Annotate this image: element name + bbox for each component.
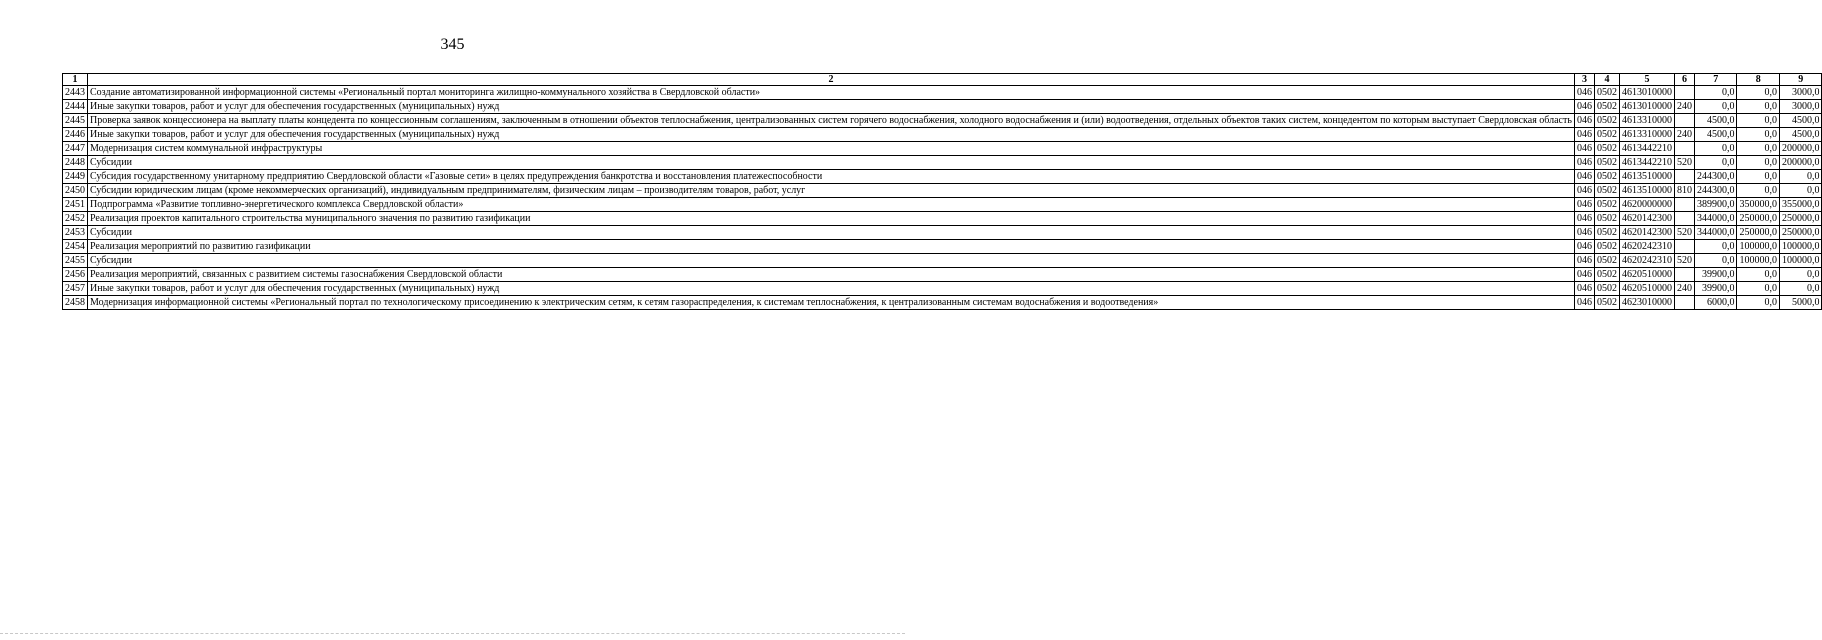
- item-name: Субсидия государственному унитарному предприятию Свердловской области «Газовые сети» в целях предупреждения банкротства и восстановления платежеспособности: [88, 170, 1575, 184]
- section-code: 0502: [1594, 156, 1619, 170]
- item-name: Реализация проектов капитального строительства муниципального значения по развитию газификации: [88, 212, 1575, 226]
- section-code: 0502: [1594, 142, 1619, 156]
- expense-type-code: 520: [1674, 254, 1694, 268]
- target-article-code: 4613310000: [1619, 114, 1674, 128]
- table-body: [63, 86, 1822, 310]
- table-row: [63, 170, 1822, 184]
- section-code: 0502: [1594, 240, 1619, 254]
- amount-year-3: 200000,0: [1779, 156, 1822, 170]
- item-name: Модернизация информационной системы «Региональный портал по технологическому присоединению к электрическим сетям, к сетям газораспределения, к системам теплоснабжения, к централизованным системам водоснабжения и водоотведения»: [88, 296, 1575, 310]
- admin-code: 046: [1574, 86, 1594, 100]
- amount-year-2: 0,0: [1737, 114, 1780, 128]
- amount-year-1: 4500,0: [1694, 114, 1737, 128]
- target-article-code: 4613442210: [1619, 156, 1674, 170]
- expense-type-code: 810: [1674, 184, 1694, 198]
- target-article-code: 4613010000: [1619, 86, 1674, 100]
- amount-year-1: 389900,0: [1694, 198, 1737, 212]
- budget-table: [62, 73, 1822, 310]
- scan-edge-line: [0, 633, 905, 634]
- amount-year-3: 250000,0: [1779, 212, 1822, 226]
- item-name: Проверка заявок концессионера на выплату платы концедента по концессионным соглашениям, заключенным в отношении объектов теплоснабжения, централизованных систем горячего водоснабжения, холодного водоснабжения и (или) водоотведения, отдельных объектов таких систем, концедентом по которым выступает Свердловская область: [88, 114, 1575, 128]
- admin-code: 046: [1574, 114, 1594, 128]
- item-name: Подпрограмма «Развитие топливно-энергетического комплекса Свердловской области»: [88, 198, 1575, 212]
- section-code: 0502: [1594, 170, 1619, 184]
- expense-type-code: 240: [1674, 282, 1694, 296]
- expense-type-code: 240: [1674, 128, 1694, 142]
- amount-year-3: 100000,0: [1779, 240, 1822, 254]
- amount-year-1: 6000,0: [1694, 296, 1737, 310]
- amount-year-1: 0,0: [1694, 156, 1737, 170]
- item-name: Реализация мероприятий, связанных с развитием системы газоснабжения Свердловской области: [88, 268, 1575, 282]
- admin-code: 046: [1574, 296, 1594, 310]
- column-header: 4: [1594, 74, 1619, 86]
- amount-year-2: 0,0: [1737, 282, 1780, 296]
- item-name: Иные закупки товаров, работ и услуг для обеспечения государственных (муниципальных) нужд: [88, 100, 1575, 114]
- expense-type-code: [1674, 170, 1694, 184]
- expense-type-code: 520: [1674, 226, 1694, 240]
- row-number: 2458: [63, 296, 88, 310]
- item-name: Создание автоматизированной информационной системы «Региональный портал мониторинга жилищно-коммунального хозяйства в Свердловской области»: [88, 86, 1575, 100]
- section-code: 0502: [1594, 282, 1619, 296]
- target-article-code: 4623010000: [1619, 296, 1674, 310]
- expense-type-code: 240: [1674, 100, 1694, 114]
- section-code: 0502: [1594, 268, 1619, 282]
- row-number: 2443: [63, 86, 88, 100]
- amount-year-1: 244300,0: [1694, 170, 1737, 184]
- expense-type-code: 520: [1674, 156, 1694, 170]
- amount-year-3: 0,0: [1779, 184, 1822, 198]
- amount-year-1: 39900,0: [1694, 282, 1737, 296]
- table-row: [63, 296, 1822, 310]
- amount-year-2: 0,0: [1737, 128, 1780, 142]
- section-code: 0502: [1594, 184, 1619, 198]
- amount-year-3: 0,0: [1779, 268, 1822, 282]
- amount-year-1: 0,0: [1694, 86, 1737, 100]
- column-header: 2: [88, 74, 1575, 86]
- table-row: [63, 282, 1822, 296]
- column-header: 8: [1737, 74, 1780, 86]
- amount-year-3: 200000,0: [1779, 142, 1822, 156]
- target-article-code: 4620242310: [1619, 254, 1674, 268]
- admin-code: 046: [1574, 198, 1594, 212]
- expense-type-code: [1674, 198, 1694, 212]
- table-header-row: [63, 74, 1822, 86]
- item-name: Реализация мероприятий по развитию газификации: [88, 240, 1575, 254]
- section-code: 0502: [1594, 114, 1619, 128]
- admin-code: 046: [1574, 282, 1594, 296]
- column-header: 6: [1674, 74, 1694, 86]
- row-number: 2451: [63, 198, 88, 212]
- table-row: [63, 198, 1822, 212]
- amount-year-1: 0,0: [1694, 100, 1737, 114]
- amount-year-1: 244300,0: [1694, 184, 1737, 198]
- column-header: 3: [1574, 74, 1594, 86]
- item-name: Модернизация систем коммунальной инфраструктуры: [88, 142, 1575, 156]
- admin-code: 046: [1574, 184, 1594, 198]
- amount-year-1: 0,0: [1694, 240, 1737, 254]
- amount-year-3: 355000,0: [1779, 198, 1822, 212]
- row-number: 2456: [63, 268, 88, 282]
- row-number: 2449: [63, 170, 88, 184]
- section-code: 0502: [1594, 100, 1619, 114]
- item-name: Иные закупки товаров, работ и услуг для обеспечения государственных (муниципальных) нужд: [88, 282, 1575, 296]
- page-number: 345: [440, 36, 465, 53]
- section-code: 0502: [1594, 254, 1619, 268]
- column-header: 9: [1779, 74, 1822, 86]
- admin-code: 046: [1574, 226, 1594, 240]
- row-number: 2445: [63, 114, 88, 128]
- row-number: 2446: [63, 128, 88, 142]
- amount-year-2: 0,0: [1737, 184, 1780, 198]
- column-header: 7: [1694, 74, 1737, 86]
- row-number: 2457: [63, 282, 88, 296]
- amount-year-2: 250000,0: [1737, 212, 1780, 226]
- item-name: Субсидии юридическим лицам (кроме некоммерческих организаций), индивидуальным предпринимателям, физическим лицам – производителям товаров, работ, услуг: [88, 184, 1575, 198]
- table-row: [63, 184, 1822, 198]
- admin-code: 046: [1574, 128, 1594, 142]
- target-article-code: 4613510000: [1619, 170, 1674, 184]
- table-row: [63, 86, 1822, 100]
- amount-year-3: 4500,0: [1779, 114, 1822, 128]
- section-code: 0502: [1594, 212, 1619, 226]
- admin-code: 046: [1574, 100, 1594, 114]
- admin-code: 046: [1574, 240, 1594, 254]
- column-header: 5: [1619, 74, 1674, 86]
- target-article-code: 4620510000: [1619, 268, 1674, 282]
- row-number: 2455: [63, 254, 88, 268]
- target-article-code: 4620142300: [1619, 212, 1674, 226]
- target-article-code: 4620242310: [1619, 240, 1674, 254]
- item-name: Субсидии: [88, 156, 1575, 170]
- amount-year-2: 0,0: [1737, 142, 1780, 156]
- table-row: [63, 114, 1822, 128]
- section-code: 0502: [1594, 128, 1619, 142]
- amount-year-2: 0,0: [1737, 170, 1780, 184]
- expense-type-code: [1674, 114, 1694, 128]
- amount-year-1: 344000,0: [1694, 212, 1737, 226]
- amount-year-1: 344000,0: [1694, 226, 1737, 240]
- expense-type-code: [1674, 268, 1694, 282]
- expense-type-code: [1674, 296, 1694, 310]
- amount-year-1: 0,0: [1694, 142, 1737, 156]
- expense-type-code: [1674, 86, 1694, 100]
- amount-year-2: 0,0: [1737, 86, 1780, 100]
- target-article-code: 4613010000: [1619, 100, 1674, 114]
- amount-year-3: 3000,0: [1779, 100, 1822, 114]
- item-name: Иные закупки товаров, работ и услуг для обеспечения государственных (муниципальных) нужд: [88, 128, 1575, 142]
- section-code: 0502: [1594, 226, 1619, 240]
- column-header: 1: [63, 74, 88, 86]
- table-row: [63, 240, 1822, 254]
- table-row: [63, 156, 1822, 170]
- amount-year-2: 0,0: [1737, 156, 1780, 170]
- amount-year-2: 350000,0: [1737, 198, 1780, 212]
- amount-year-1: 0,0: [1694, 254, 1737, 268]
- table-row: [63, 254, 1822, 268]
- section-code: 0502: [1594, 86, 1619, 100]
- section-code: 0502: [1594, 296, 1619, 310]
- admin-code: 046: [1574, 170, 1594, 184]
- admin-code: 046: [1574, 212, 1594, 226]
- table-row: [63, 212, 1822, 226]
- amount-year-3: 4500,0: [1779, 128, 1822, 142]
- amount-year-3: 3000,0: [1779, 86, 1822, 100]
- expense-type-code: [1674, 212, 1694, 226]
- admin-code: 046: [1574, 142, 1594, 156]
- item-name: Субсидии: [88, 226, 1575, 240]
- amount-year-2: 0,0: [1737, 268, 1780, 282]
- admin-code: 046: [1574, 254, 1594, 268]
- row-number: 2452: [63, 212, 88, 226]
- table-row: [63, 100, 1822, 114]
- table-row: [63, 142, 1822, 156]
- target-article-code: 4613510000: [1619, 184, 1674, 198]
- admin-code: 046: [1574, 268, 1594, 282]
- row-number: 2450: [63, 184, 88, 198]
- row-number: 2454: [63, 240, 88, 254]
- row-number: 2444: [63, 100, 88, 114]
- amount-year-2: 250000,0: [1737, 226, 1780, 240]
- target-article-code: 4620000000: [1619, 198, 1674, 212]
- target-article-code: 4620510000: [1619, 282, 1674, 296]
- admin-code: 046: [1574, 156, 1594, 170]
- section-code: 0502: [1594, 198, 1619, 212]
- amount-year-1: 4500,0: [1694, 128, 1737, 142]
- amount-year-3: 5000,0: [1779, 296, 1822, 310]
- row-number: 2448: [63, 156, 88, 170]
- amount-year-2: 0,0: [1737, 100, 1780, 114]
- amount-year-2: 100000,0: [1737, 254, 1780, 268]
- table-row: [63, 226, 1822, 240]
- amount-year-1: 39900,0: [1694, 268, 1737, 282]
- target-article-code: 4613442210: [1619, 142, 1674, 156]
- expense-type-code: [1674, 142, 1694, 156]
- row-number: 2447: [63, 142, 88, 156]
- table-row: [63, 268, 1822, 282]
- target-article-code: 4620142300: [1619, 226, 1674, 240]
- amount-year-2: 0,0: [1737, 296, 1780, 310]
- row-number: 2453: [63, 226, 88, 240]
- amount-year-3: 0,0: [1779, 170, 1822, 184]
- amount-year-3: 0,0: [1779, 282, 1822, 296]
- amount-year-3: 250000,0: [1779, 226, 1822, 240]
- amount-year-3: 100000,0: [1779, 254, 1822, 268]
- table-row: [63, 128, 1822, 142]
- item-name: Субсидии: [88, 254, 1575, 268]
- expense-type-code: [1674, 240, 1694, 254]
- amount-year-2: 100000,0: [1737, 240, 1780, 254]
- target-article-code: 4613310000: [1619, 128, 1674, 142]
